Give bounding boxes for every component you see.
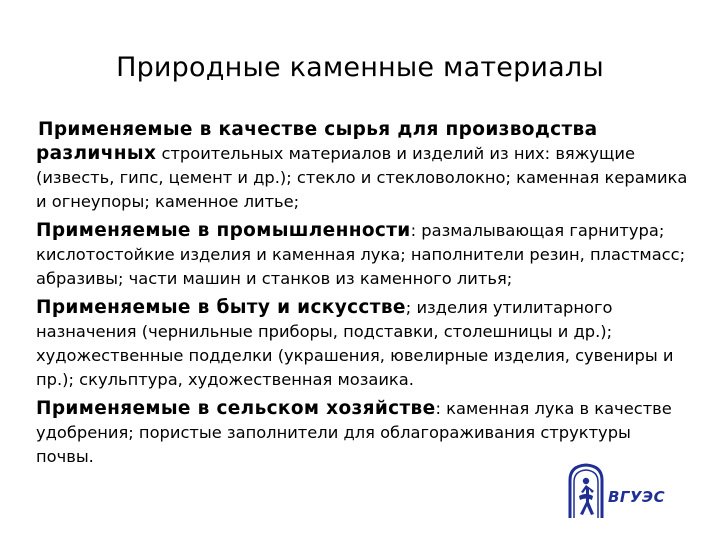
paragraph-text: : размалывающая гарнитура; кислотостойкие изделия и каменная лука; наполнители резин, пластмасс; абразивы; части машин и станков из каменного литья;: [36, 221, 686, 288]
university-logo: [566, 462, 666, 522]
paragraph-raw-materials: [36, 118, 688, 214]
paragraph-lead: Применяемые в сельском хозяйстве: [36, 398, 436, 419]
paragraph-text: ; изделия утилитарного назначения (чернильные приборы, подставки, столешницы и др.); художественные подделки (украшения, ювелирные изделия, сувениры и пр.); скульптура, художественная мозаика.: [36, 298, 674, 389]
paragraph-lead: Применяемые в промышленности: [36, 220, 411, 241]
university-emblem-icon: [566, 462, 606, 520]
paragraph-lead: Применяемые в быту и искусстве: [36, 297, 406, 318]
paragraph-text: строительных материалов и изделий из них: вяжущие (известь, гипс, цемент и др.); стекло и стекловолокно; каменная керамика и огнеупоры; каменное литье;: [36, 144, 688, 211]
paragraph-text: : каменная лука в качестве удобрения; пористые заполнители для облагораживания структуры почвы.: [36, 399, 672, 466]
paragraph-lead: Применяемые в качестве сырья для производства различных: [36, 119, 598, 164]
paragraph-art: [36, 296, 688, 392]
paragraph-agriculture: [36, 397, 688, 469]
paragraph-industry: [36, 219, 688, 291]
slide-title: Природные каменные материалы: [116, 52, 604, 83]
slide-content: [36, 118, 688, 469]
logo-text: ВГУЭС: [608, 488, 666, 506]
